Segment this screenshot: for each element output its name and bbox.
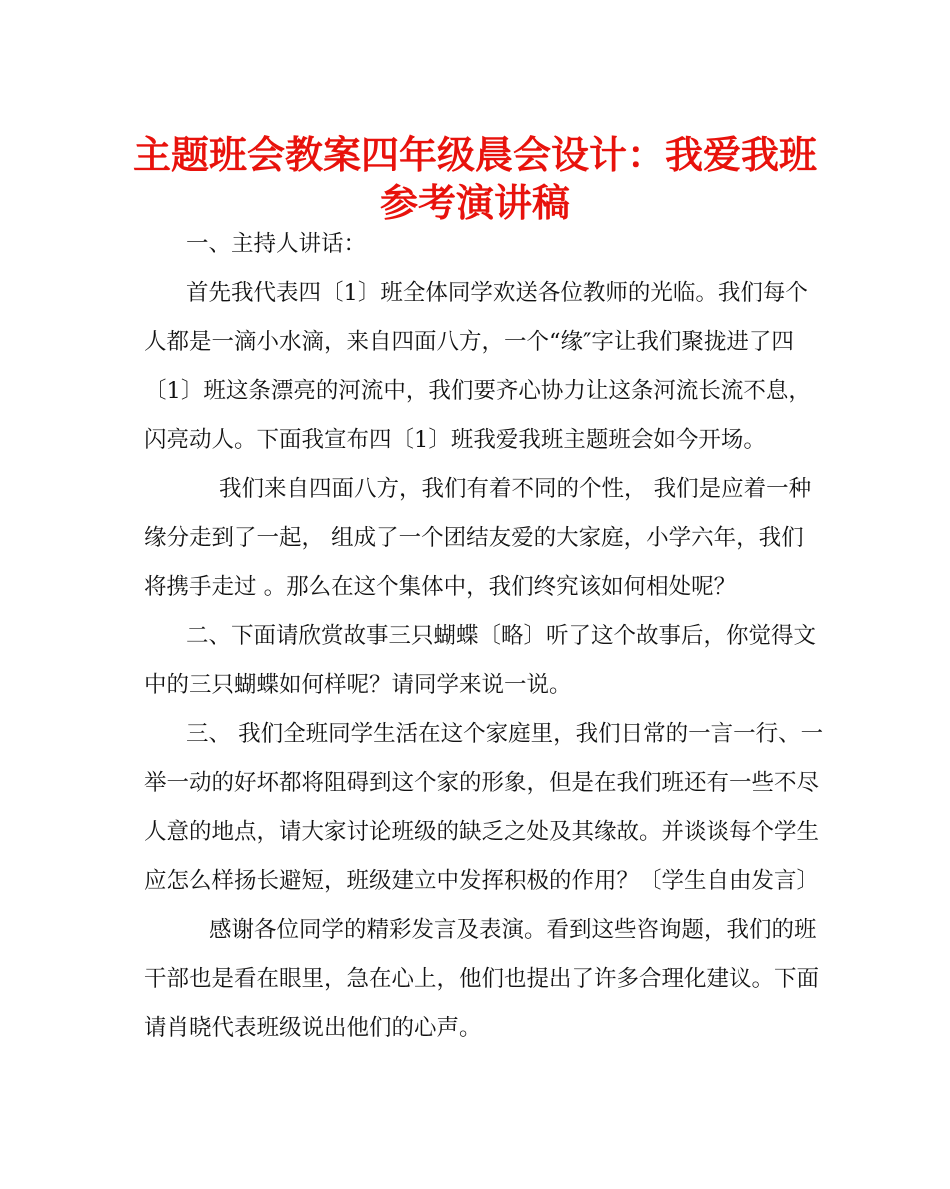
body-line-14: 应怎么样扬长避短，班级建立中发挥积极的作用？〔学生自由发言〕 <box>144 868 820 894</box>
body-line-5: 闪亮动人。下面我宣布四〔1〕班我爱我班主题班会如今开场。 <box>144 427 766 453</box>
body-line-12: 举一动的好坏都将阻碍到这个家的形象，但是在我们班还有一些不尽 <box>144 770 820 796</box>
body-line-13: 人意的地点，请大家讨论班级的缺乏之处及其缘故。并谈谈每个学生 <box>144 819 820 845</box>
body-line-11: 三、 我们全班同学生活在这个家庭里，我们日常的一言一行、一 <box>186 721 824 747</box>
body-line-15: 感谢各位同学的精彩发言及表演。看到这些咨询题，我们的班 <box>209 917 817 943</box>
body-line-4: 〔1〕班这条漂亮的河流中，我们要齐心协力让这条河流长流不息， <box>144 378 811 404</box>
body-line-6: 我们来自四面八方，我们有着不同的个性， 我们是应着一种 <box>219 476 812 502</box>
body-line-17: 请肖晓代表班级说出他们的心声。 <box>144 1015 482 1041</box>
body-line-7: 缘分走到了一起， 组成了一个团结友爱的大家庭，小学六年，我们 <box>144 525 804 551</box>
document-title-line-1: 主题班会教案四年级晨会设计：我爱我班 <box>132 133 817 177</box>
body-line-9: 二、下面请欣赏故事三只蝴蝶〔略〕听了这个故事后，你觉得文 <box>186 623 817 649</box>
body-line-1: 一、主持人讲话： <box>186 231 367 257</box>
body-line-10: 中的三只蝴蝶如何样呢？请同学来说一说。 <box>144 672 572 698</box>
body-line-8: 将携手走过 。那么在这个集体中，我们终究该如何相处呢？ <box>144 574 737 600</box>
body-line-2: 首先我代表四〔1〕班全体同学欢送各位教师的光临。我们每个 <box>186 280 808 306</box>
body-line-3: 人都是一滴小水滴，来自四面八方，一个“缘″字让我们聚拢进了四 <box>144 329 794 355</box>
body-line-16: 干部也是看在眼里，急在心上，他们也提出了许多合理化建议。下面 <box>144 966 820 992</box>
document-title-line-2: 参考演讲稿 <box>379 181 570 225</box>
